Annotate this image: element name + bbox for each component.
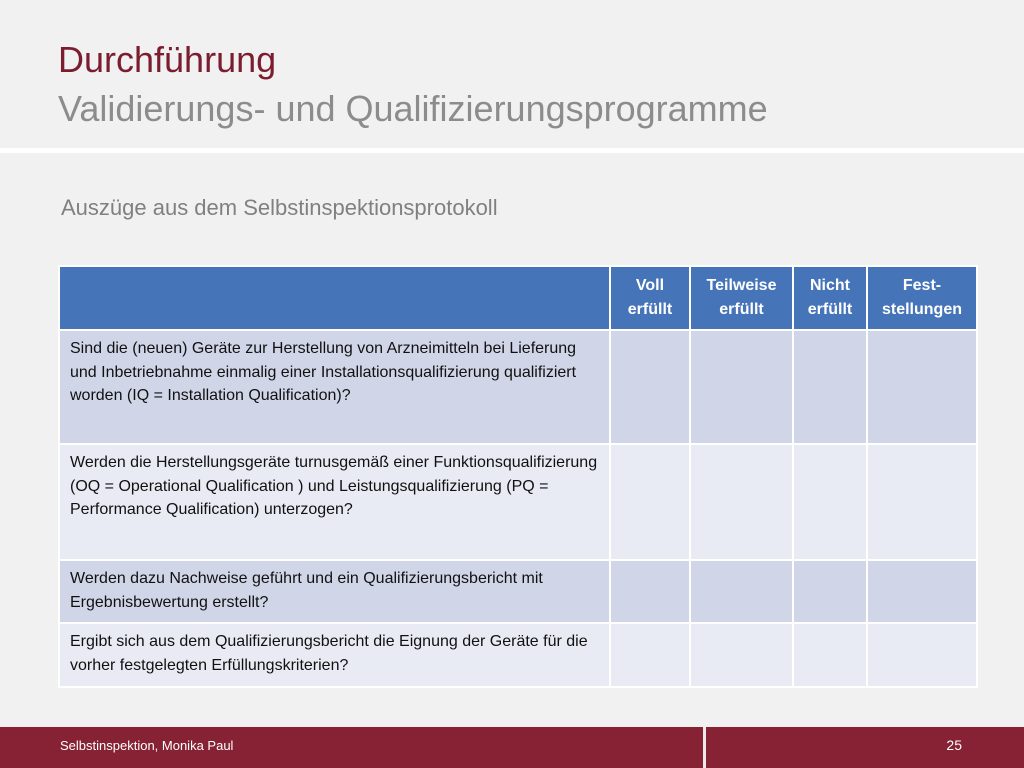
answer-cell-voll-erfuellt[interactable] xyxy=(610,330,690,444)
answer-cell-nicht-erfuellt[interactable] xyxy=(793,444,867,560)
question-cell: Werden dazu Nachweise geführt und ein Qualifizierungsbericht mit Ergebnisbewertung erstellt? xyxy=(59,560,610,623)
question-cell: Werden die Herstellungsgeräte turnusgemäß einer Funktionsqualifizierung (OQ = Operational Qualification ) und Leistungsqualifizierung (PQ = Performance Qualification) unterzogen? xyxy=(59,444,610,560)
answer-cell-nicht-erfuellt[interactable] xyxy=(793,330,867,444)
answer-cell-nicht-erfuellt[interactable] xyxy=(793,623,867,687)
header-cell-teilweise-erfuellt xyxy=(690,266,793,330)
header-label-line1: Voll xyxy=(635,277,665,294)
header-cell-voll-erfuellt xyxy=(610,266,690,330)
slide-header xyxy=(0,0,1024,148)
page-number: 25 xyxy=(946,737,962,753)
answer-cell-feststellungen[interactable] xyxy=(867,444,977,560)
slide-title: Durchführung xyxy=(58,39,277,80)
question-cell: Ergibt sich aus dem Qualifizierungsbericht die Eignung der Geräte für die vorher festgelegten Erfüllungskriterien? xyxy=(59,623,610,687)
slide-subtitle: Validierungs- und Qualifizierungsprogramme xyxy=(58,88,768,129)
header-cell-question xyxy=(59,266,610,330)
header-label-line1: Nicht xyxy=(810,277,850,294)
header-label-line1: Teilweise xyxy=(706,277,777,294)
answer-cell-feststellungen[interactable] xyxy=(867,330,977,444)
header-label-line1: Fest- xyxy=(902,277,942,294)
footer-bar xyxy=(0,727,1024,768)
answer-cell-nicht-erfuellt[interactable] xyxy=(793,560,867,623)
answer-cell-teilweise-erfuellt[interactable] xyxy=(690,560,793,623)
answer-cell-teilweise-erfuellt[interactable] xyxy=(690,623,793,687)
header-label-line2: stellungen xyxy=(881,301,962,318)
table-row xyxy=(59,444,977,560)
table-header-row xyxy=(59,266,977,330)
table-row xyxy=(59,330,977,444)
header-cell-nicht-erfuellt xyxy=(793,266,867,330)
footer-author: Selbstinspektion, Monika Paul xyxy=(60,738,234,753)
header-label-line2: erfüllt xyxy=(807,301,853,318)
table-row xyxy=(59,560,977,623)
header-label-line2: erfüllt xyxy=(719,301,764,318)
answer-cell-feststellungen[interactable] xyxy=(867,560,977,623)
answer-cell-teilweise-erfuellt[interactable] xyxy=(690,330,793,444)
inspection-checklist-table xyxy=(58,265,978,688)
header-cell-feststellungen xyxy=(867,266,977,330)
answer-cell-voll-erfuellt[interactable] xyxy=(610,444,690,560)
header-divider xyxy=(0,148,1024,153)
answer-cell-voll-erfuellt[interactable] xyxy=(610,623,690,687)
answer-cell-voll-erfuellt[interactable] xyxy=(610,560,690,623)
answer-cell-feststellungen[interactable] xyxy=(867,623,977,687)
header-label-line2: erfüllt xyxy=(627,301,673,318)
answer-cell-teilweise-erfuellt[interactable] xyxy=(690,444,793,560)
footer-divider xyxy=(703,727,706,768)
question-cell: Sind die (neuen) Geräte zur Herstellung von Arzneimitteln bei Lieferung und Inbetriebnahme einmalig einer Installationsqualifizierung qualifiziert worden (IQ = Installation Qualification)? xyxy=(59,330,610,444)
lead-text: Auszüge aus dem Selbstinspektionsprotokoll xyxy=(61,195,498,220)
table-row xyxy=(59,623,977,687)
